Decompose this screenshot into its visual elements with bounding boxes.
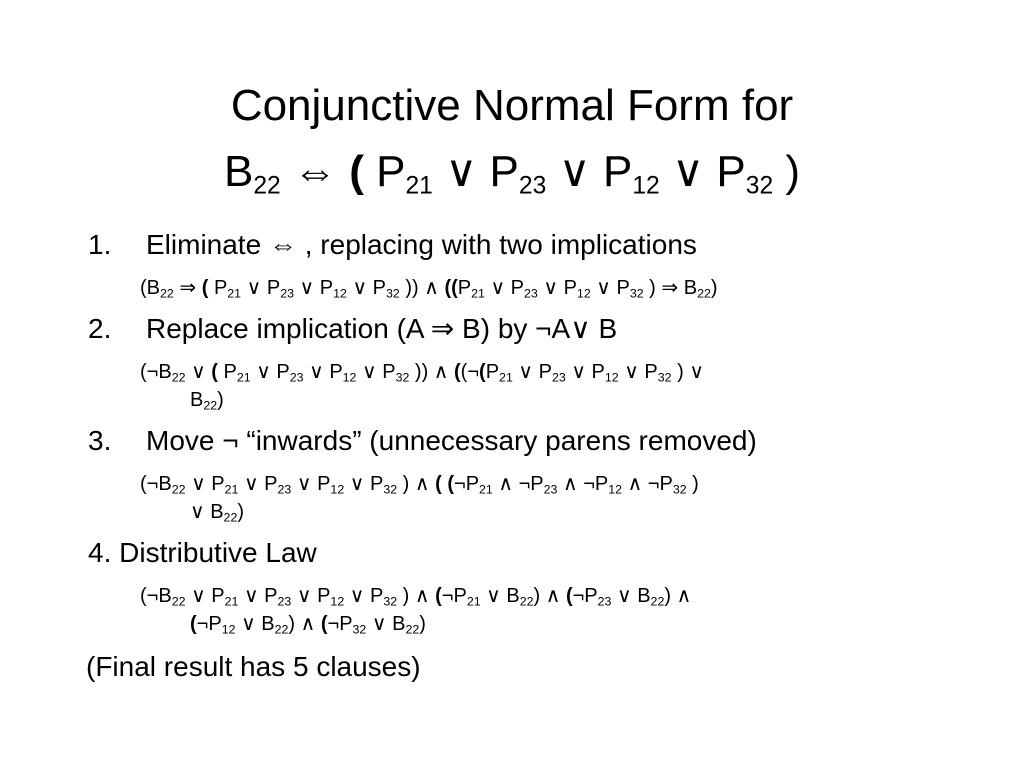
step-2-formula-line-1: ($\neg B_{22}$ ∨ ( $P_{21}$ ∨ $P_{23}$ ∨ $P_{12}$ ∨ $P_{32}$ )) ∧ (($\neg(P_{21}$ ∨ $P_{23}$ ∨ $P_{12}$ ∨ $P_{32}$ ) ∨ [140, 361, 704, 385]
step-number: 2. [88, 313, 112, 344]
step-2: 2. Replace implication (A ⇒ B) by ¬A∨ B [88, 313, 618, 344]
step-1: 1. Eliminate ⇔ , replacing with two implications [88, 229, 697, 260]
final-result-note: (Final result has 5 clauses) [86, 651, 421, 682]
slide-title-formula: $B_{22}$ ⇔ ( $P_{21}$ ∨ $P_{23}$ ∨ $P_{12}$ ∨ $P_{32}$ ) [223, 147, 801, 200]
step-4-formula-line-1: ($\neg B_{22}$ ∨ $P_{21}$ ∨ $P_{23}$ ∨ $P_{12}$ ∨ $P_{32}$ ) ∧ ($\neg P_{21}$ ∨ $B_{22}$) ∧ ($\neg P_{23}$ ∨ $B_{22}$) ∧ [140, 585, 692, 609]
step-3-formula-line-1: ($\neg B_{22}$ ∨ $P_{21}$ ∨ $P_{23}$ ∨ $P_{12}$ ∨ $P_{32}$ ) ∧ ( ($\neg P_{21}$ ∧ $\neg P_{23}$ ∧ $\neg P_{12}$ ∧ $\neg P_{32}$ ) [140, 473, 699, 497]
step-2-formula-line-2: $B_{22}$) [190, 389, 224, 413]
step-number: 3. [88, 425, 112, 456]
step-3-formula-line-2: ∨ $B_{22}$) [190, 501, 245, 525]
step-number: 4. [88, 537, 112, 568]
step-4-formula-line-2: ($\neg P_{12}$ ∨ $B_{22}$) ∧ ($\neg P_{32}$ ∨ $B_{22}$) [190, 613, 426, 637]
step-number: 1. [88, 229, 112, 260]
step-3: 3. Move ¬ “inwards” (unnecessary parens removed) [88, 425, 757, 456]
slide-title-line-1: Conjunctive Normal Form for [230, 81, 794, 130]
step-4: 4. Distributive Law [88, 537, 317, 568]
step-1-formula: ($B_{22}$ ⇒ ( $P_{21}$ ∨ $P_{23}$ ∨ $P_{12}$ ∨ $P_{32}$ )) ∧ (($P_{21}$ ∨ $P_{23}$ ∨ $P_{12}$ ∨ $P_{32}$ ) ⇒ $B_{22}$) [140, 277, 718, 301]
